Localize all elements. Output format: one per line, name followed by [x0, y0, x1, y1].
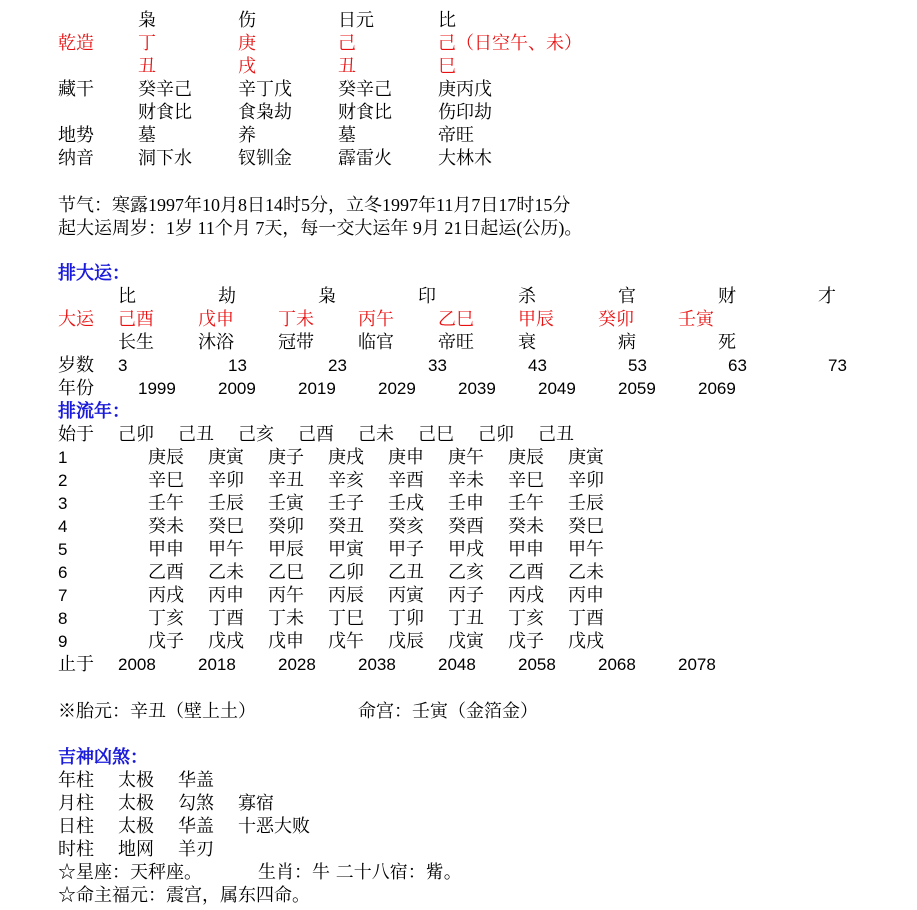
shensha-pillar-label: 时柱 [58, 839, 94, 860]
dayun-pillar: 己酉 [118, 309, 154, 330]
dayun-pillar: 壬寅 [678, 309, 714, 330]
liunian-cell: 癸酉 [448, 516, 484, 537]
dayun-state: 帝旺 [438, 332, 474, 353]
xingzuo: ☆星座：天秤座。 [58, 862, 202, 883]
dayun-god: 劫 [218, 286, 236, 307]
nayin-label: 纳音 [58, 148, 94, 169]
liunian-start: 己卯 [478, 424, 514, 445]
shensha-pillar-label: 月柱 [58, 793, 94, 814]
dayun-age: 53 [628, 356, 647, 375]
liunian-cell: 丙子 [448, 585, 484, 606]
liunian-cell: 壬午 [508, 493, 544, 514]
dayun-year: 1999 [138, 379, 176, 398]
liunian-cell: 丁未 [268, 608, 304, 629]
liunian-cell: 戊戌 [208, 631, 244, 652]
liunian-cell: 庚寅 [208, 447, 244, 468]
liunian-cell: 辛未 [448, 470, 484, 491]
dayun-state: 沐浴 [198, 332, 234, 353]
dayun-pillar: 戊申 [198, 309, 234, 330]
dayun-year: 2049 [538, 379, 576, 398]
dayun-year: 2059 [618, 379, 656, 398]
liunian-cell: 戊子 [148, 631, 184, 652]
dayun-god: 才 [818, 286, 836, 307]
dayun-year: 2029 [378, 379, 416, 398]
qianzao-label: 乾造 [58, 33, 94, 54]
pillar-god: 伤 [238, 10, 256, 31]
dayun-state: 病 [618, 332, 636, 353]
liunian-cell: 壬辰 [208, 493, 244, 514]
pillar-god: 日元 [338, 10, 374, 31]
dayun-age: 3 [118, 356, 128, 375]
liunian-cell: 甲戌 [448, 539, 484, 560]
hidden-stems: 癸辛己 [138, 79, 192, 100]
shensha-item: 太极 [118, 793, 154, 814]
liunian-cell: 甲子 [388, 539, 424, 560]
dayun-god: 杀 [518, 286, 536, 307]
liunian-start: 己酉 [298, 424, 334, 445]
dayun-title: 排大运： [58, 263, 130, 284]
liunian-cell: 庚寅 [568, 447, 604, 468]
liunian-cell: 庚辰 [148, 447, 184, 468]
shensha-item: 十恶大败 [238, 816, 310, 837]
liunian-cell: 乙巳 [268, 562, 304, 583]
liunian-cell: 辛亥 [328, 470, 364, 491]
liunian-cell: 丁卯 [388, 608, 424, 629]
pillar-god: 比 [438, 10, 456, 31]
liunian-cell: 甲午 [568, 539, 604, 560]
liunian-start: 己巳 [418, 424, 454, 445]
pillar-state: 养 [238, 125, 256, 146]
liunian-cell: 乙酉 [508, 562, 544, 583]
liunian-row-number: 1 [58, 448, 68, 467]
dayun-god: 比 [118, 286, 136, 307]
liunian-start: 己卯 [118, 424, 154, 445]
dayun-state: 冠带 [278, 332, 314, 353]
dayun-god: 印 [418, 286, 436, 307]
shensha-title: 吉神凶煞： [58, 747, 148, 768]
dayun-year: 2069 [698, 379, 736, 398]
dayun-age: 63 [728, 356, 747, 375]
liunian-cell: 戊辰 [388, 631, 424, 652]
year-label: 年份 [58, 378, 94, 399]
liunian-end: 2048 [438, 655, 476, 674]
dayun-age: 43 [528, 356, 547, 375]
state-label: 地势 [58, 125, 94, 146]
nayin: 洞下水 [138, 148, 192, 169]
pillar-state: 墓 [338, 125, 356, 146]
liunian-end: 2028 [278, 655, 316, 674]
liunian-row-number: 8 [58, 609, 68, 628]
liunian-cell: 辛酉 [388, 470, 424, 491]
dayun-pillar: 甲辰 [518, 309, 554, 330]
liunian-cell: 戊寅 [448, 631, 484, 652]
liunian-cell: 辛巳 [148, 470, 184, 491]
dayun-state: 衰 [518, 332, 536, 353]
liunian-cell: 丙辰 [328, 585, 364, 606]
nayin: 大林木 [438, 148, 492, 169]
liunian-cell: 乙亥 [448, 562, 484, 583]
liunian-cell: 癸巳 [208, 516, 244, 537]
dayun-pillar: 丁未 [278, 309, 314, 330]
end-label: 止于 [58, 654, 94, 675]
liunian-cell: 甲午 [208, 539, 244, 560]
liunian-row-number: 7 [58, 586, 68, 605]
liunian-cell: 丁亥 [508, 608, 544, 629]
liunian-cell: 辛巳 [508, 470, 544, 491]
earthly-branch: 丑 [138, 56, 156, 77]
liunian-cell: 戊午 [328, 631, 364, 652]
liunian-row-number: 4 [58, 517, 68, 536]
shensha-item: 华盖 [178, 770, 214, 791]
hidden-gods: 财食比 [338, 102, 392, 123]
dayun-year: 2019 [298, 379, 336, 398]
liunian-cell: 丙申 [208, 585, 244, 606]
liunian-start: 己未 [358, 424, 394, 445]
liunian-cell: 辛丑 [268, 470, 304, 491]
dayun-year: 2039 [458, 379, 496, 398]
dayun-state: 临官 [358, 332, 394, 353]
liunian-cell: 癸卯 [268, 516, 304, 537]
liunian-cell: 丁巳 [328, 608, 364, 629]
shensha-item: 地网 [118, 839, 154, 860]
heavenly-stem: 庚 [238, 33, 256, 54]
shensha-item: 太极 [118, 816, 154, 837]
shensha-item: 勾煞 [178, 793, 214, 814]
liunian-title: 排流年： [58, 401, 130, 422]
dayun-state: 死 [718, 332, 736, 353]
liunian-cell: 癸丑 [328, 516, 364, 537]
liunian-end: 2078 [678, 655, 716, 674]
liunian-cell: 甲辰 [268, 539, 304, 560]
liunian-cell: 壬戌 [388, 493, 424, 514]
dayun-label: 大运 [58, 309, 94, 330]
shensha-item: 华盖 [178, 816, 214, 837]
liunian-end: 2018 [198, 655, 236, 674]
pillar-state: 帝旺 [438, 125, 474, 146]
earthly-branch: 戌 [238, 56, 256, 77]
hidden-stems-label: 藏干 [58, 79, 94, 100]
liunian-cell: 癸巳 [568, 516, 604, 537]
heavenly-stem: 丁 [138, 33, 156, 54]
liunian-cell: 辛卯 [568, 470, 604, 491]
liunian-row-number: 5 [58, 540, 68, 559]
liunian-cell: 辛卯 [208, 470, 244, 491]
dayun-age: 23 [328, 356, 347, 375]
liunian-cell: 乙未 [568, 562, 604, 583]
nayin: 霹雷火 [338, 148, 392, 169]
liunian-end: 2058 [518, 655, 556, 674]
liunian-cell: 甲寅 [328, 539, 364, 560]
liunian-cell: 壬午 [148, 493, 184, 514]
jieqi-line: 节气：寒露1997年10月8日14时5分，立冬1997年11月7日17时15分 [58, 195, 571, 215]
liunian-cell: 丙戌 [148, 585, 184, 606]
liunian-row-number: 2 [58, 471, 68, 490]
liunian-end: 2038 [358, 655, 396, 674]
hidden-stems: 庚丙戊 [438, 79, 492, 100]
liunian-cell: 壬子 [328, 493, 364, 514]
pillar-state: 墓 [138, 125, 156, 146]
dayun-pillar: 癸卯 [598, 309, 634, 330]
liunian-cell: 庚戌 [328, 447, 364, 468]
liunian-cell: 庚午 [448, 447, 484, 468]
liunian-cell: 乙卯 [328, 562, 364, 583]
hidden-gods: 食枭劫 [238, 102, 292, 123]
liunian-cell: 甲申 [508, 539, 544, 560]
liunian-row-number: 3 [58, 494, 68, 513]
qiyun-line: 起大运周岁：1岁 11个月 7天，每一交大运年 9月 21日起运(公历)。 [58, 218, 583, 238]
liunian-cell: 癸未 [508, 516, 544, 537]
liunian-cell: 丁酉 [568, 608, 604, 629]
pillar-god: 枭 [138, 10, 156, 31]
liunian-cell: 丁酉 [208, 608, 244, 629]
liunian-cell: 丙午 [268, 585, 304, 606]
liunian-end: 2068 [598, 655, 636, 674]
liunian-cell: 丙申 [568, 585, 604, 606]
hidden-gods: 财食比 [138, 102, 192, 123]
hidden-gods: 伤印劫 [438, 102, 492, 123]
liunian-cell: 壬寅 [268, 493, 304, 514]
liunian-cell: 壬申 [448, 493, 484, 514]
age-label: 岁数 [58, 355, 94, 376]
liunian-cell: 乙丑 [388, 562, 424, 583]
liunian-start: 己亥 [238, 424, 274, 445]
dayun-pillar: 丙午 [358, 309, 394, 330]
liunian-cell: 庚辰 [508, 447, 544, 468]
dayun-pillar: 乙巳 [438, 309, 474, 330]
liunian-cell: 丙戌 [508, 585, 544, 606]
liunian-cell: 丁丑 [448, 608, 484, 629]
liunian-cell: 乙未 [208, 562, 244, 583]
liunian-cell: 丁亥 [148, 608, 184, 629]
liunian-row-number: 9 [58, 632, 68, 651]
dayun-year: 2009 [218, 379, 256, 398]
liunian-cell: 壬辰 [568, 493, 604, 514]
hidden-stems: 辛丁戊 [238, 79, 292, 100]
dayun-age: 73 [828, 356, 847, 375]
liunian-cell: 丙寅 [388, 585, 424, 606]
shensha-item: 羊刃 [178, 839, 214, 860]
shensha-pillar-label: 日柱 [58, 816, 94, 837]
minggong: 命宫：壬寅（金箔金） [358, 701, 538, 722]
dayun-age: 33 [428, 356, 447, 375]
earthly-branch: 丑 [338, 56, 356, 77]
shensha-item: 太极 [118, 770, 154, 791]
liunian-cell: 戊申 [268, 631, 304, 652]
nayin: 钗钏金 [238, 148, 292, 169]
earthly-branch: 巳 [438, 56, 456, 77]
liunian-start: 己丑 [538, 424, 574, 445]
liunian-cell: 戊子 [508, 631, 544, 652]
heavenly-stem: 己（日空午、未） [438, 33, 582, 54]
dayun-state: 长生 [118, 332, 154, 353]
taiyuan: ※胎元：辛丑（壁上土） [58, 701, 256, 722]
hidden-stems: 癸辛己 [338, 79, 392, 100]
liunian-cell: 戊戌 [568, 631, 604, 652]
liunian-cell: 癸亥 [388, 516, 424, 537]
liunian-row-number: 6 [58, 563, 68, 582]
liunian-cell: 甲申 [148, 539, 184, 560]
liunian-end: 2008 [118, 655, 156, 674]
liunian-cell: 癸未 [148, 516, 184, 537]
dayun-god: 官 [618, 286, 636, 307]
liunian-start: 己丑 [178, 424, 214, 445]
start-label: 始于 [58, 424, 94, 445]
shensha-pillar-label: 年柱 [58, 770, 94, 791]
mingzhu: ☆命主福元：震宫，属东四命。 [58, 885, 310, 906]
liunian-cell: 庚子 [268, 447, 304, 468]
dayun-god: 财 [718, 286, 736, 307]
heavenly-stem: 己 [338, 33, 356, 54]
dayun-god: 枭 [318, 286, 336, 307]
shengxiao: 生肖：牛 二十八宿：觜。 [258, 862, 462, 883]
shensha-item: 寡宿 [238, 793, 274, 814]
liunian-cell: 庚申 [388, 447, 424, 468]
liunian-cell: 乙酉 [148, 562, 184, 583]
dayun-age: 13 [228, 356, 247, 375]
